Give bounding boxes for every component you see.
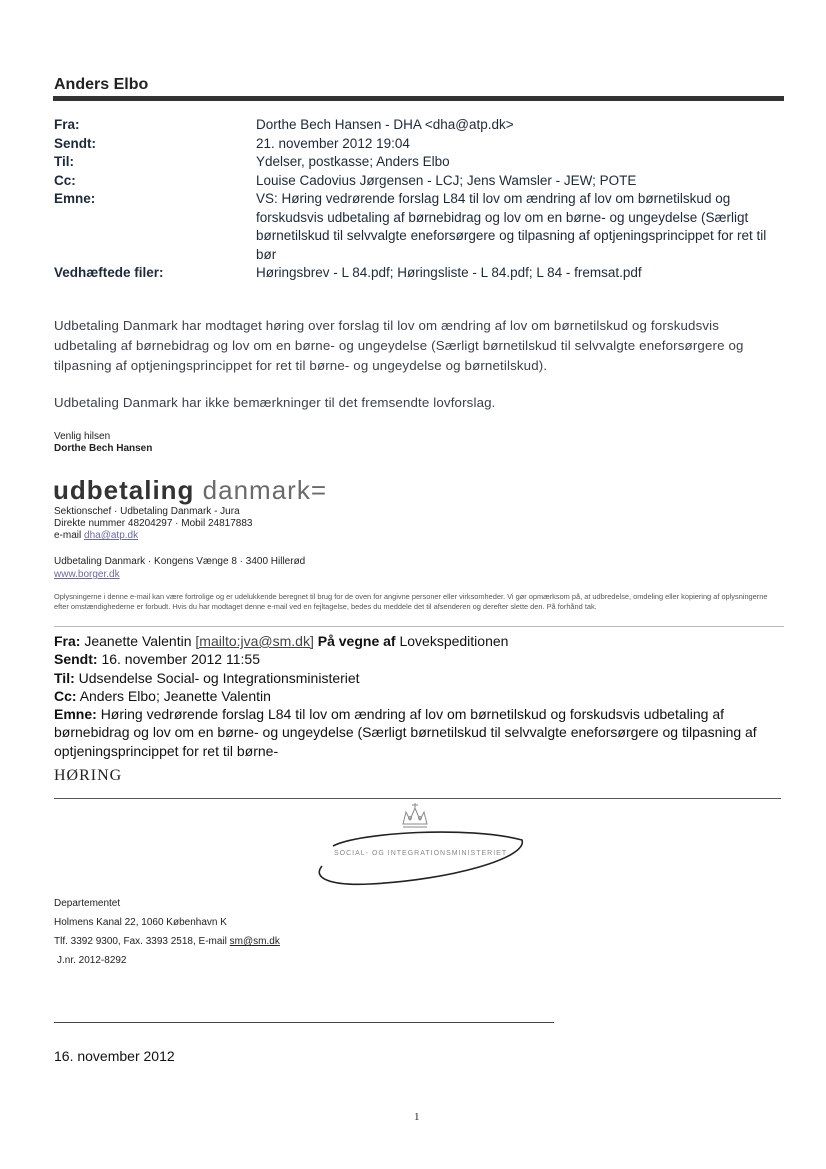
letter-date: 16. november 2012 [54,1048,175,1064]
signature-email-link[interactable]: dha@atp.dk [84,530,139,541]
header-label: Vedhæftede filer: [54,265,164,280]
forwarded-sent-label: Sendt: [54,651,98,668]
signature-email-line [54,530,138,542]
forwarded-to-label: Til: [54,669,75,686]
udbetaling-danmark-logo [53,475,327,506]
header-value: Louise Cadovius Jørgensen - LCJ; Jens Wamsler - JEW; POTE [256,172,637,188]
signature-address: Udbetaling Danmark · Kongens Vænge 8 · 3400 Hillerød [54,556,306,567]
department-email-link[interactable]: sm@sm.dk [229,936,280,947]
signature-phone: Direkte nummer 48204297 · Mobil 24817883 [54,518,253,529]
forwarded-subject-value: Høring vedrørende forslag L84 til lov om ændring af lov om børnetilskud og forskudsvis udbetaling af børnebidrag og lov om en børne- og ungeydelse (Særligt børnetilskud til selvvalgte eneforsørgere og tilpasning af optjeningsprincippet for ret til børne- [54,706,757,759]
logo-text-light: danmark= [202,475,328,505]
header-value: 21. november 2012 19:04 [256,135,410,151]
email-disclaimer: Oplysningerne i denne e-mail kan være fortrolige og er udelukkende beregnet til brug for de oven for angivne personer eller virksomheder. Vi gør opmærksom på, at udbredelse, omdeling eller kopiering af oplysningerne efter omstændighederne er forbudt. Hvis du har modtaget denne e-mail ved en fejltagelse, bedes du meddele det til afsenderen og derefter slette den. På forhånd tak. [54,592,768,611]
department-name: Departementet [54,898,121,909]
forwarded-subject-line [54,705,784,760]
forwarded-subject-label: Emne: [54,706,97,723]
attachments-list[interactable]: Høringsbrev - L 84.pdf; Høringsliste - L 84.pdf; L 84 - fremsat.pdf [256,265,642,280]
header-label: Fra: [54,117,80,132]
on-behalf-label: På vegne af [317,633,396,649]
header-row-from [54,116,784,135]
forwarded-cc-label: Cc: [54,687,77,704]
email-header [54,116,784,283]
header-label: Sendt: [54,135,96,151]
forwarded-sent-value: 16. november 2012 11:55 [101,651,260,668]
ministry-crown-logo [300,802,530,888]
letter-heading: HØRING [54,767,123,784]
on-behalf-value: Lovekspeditionen [399,633,509,649]
department-phone-line [54,936,280,947]
signature-title: Sektionschef · Udbetaling Danmark - Jura [54,506,240,517]
header-value: Dorthe Bech Hansen - DHA <dha@atp.dk> [256,117,514,132]
header-label: Til: [54,154,74,169]
forwarded-from-label: Fra: [54,633,81,649]
body-paragraph: Udbetaling Danmark har modtaget høring over forslag til lov om ændring af lov om børnetilskud og forskudsvis udbetaling af børnebidrag og lov om en børne- og ungeydelse (Særligt børnetilskud til selvvalgte eneforsørgere og tilpasning af optjeningsprincippet for ret til børne- og ungeydelse og børnetilskud). [54,318,744,373]
signature-website-line [54,569,120,581]
header-label: Emne: [54,191,96,206]
forwarded-cc-line [54,687,784,705]
header-value: VS: Høring vedrørende forslag L84 til lov om ændring af lov om børnetilskud og forskudsvis udbetaling af børnebidrag og lov om en børne- og ungeydelse (Særligt børnetilskud til selvvalgte eneforsørgere og tilpasning af optjeningsprincippet for ret til bør [256,191,767,262]
ministry-logo-text: SOCIAL- OG INTEGRATIONSMINISTERIET [334,850,508,857]
forwarded-from-line [54,632,784,650]
letter-divider [54,798,781,799]
email-label: e-mail [54,530,82,541]
forwarded-cc-value: Anders Elbo; Jeanette Valentin [79,687,271,704]
header-label: Cc: [54,172,76,188]
forwarded-from-mail-link[interactable]: [mailto:jva@sm.dk] [195,633,314,649]
signature-greeting: Venlig hilsen [54,431,111,442]
department-address: Holmens Kanal 22, 1060 København K [54,917,227,928]
header-value: Ydelser, postkasse; Anders Elbo [256,154,450,169]
header-row-subject [54,190,784,264]
forwarded-from-name: Jeanette Valentin [84,633,192,649]
header-row-to [54,153,784,172]
forwarded-to-value: Udsendelse Social- og Integrationsministeriet [78,669,360,686]
header-divider [53,96,784,101]
department-phone-fax: Tlf. 3392 9300, Fax. 3393 2518, E-mail [54,936,227,947]
header-row-attachments [54,264,784,283]
sender-name: Anders Elbo [54,76,149,93]
header-row-sent [54,135,784,154]
website-link[interactable]: www.borger.dk [54,569,120,580]
forwarded-header [54,632,784,760]
logo-text-bold: udbetaling [53,475,195,505]
forward-divider [54,626,784,627]
header-row-cc [54,172,784,191]
signature-name: Dorthe Bech Hansen [54,443,153,454]
page-number: 1 [414,1111,420,1123]
signature-rule [54,1022,554,1023]
forwarded-to-line [54,669,784,687]
forwarded-sent-line [54,650,784,668]
case-number: J.nr. 2012-8292 [57,955,127,966]
body-paragraph: Udbetaling Danmark har ikke bemærkninger til det fremsendte lovforslag. [54,395,496,410]
